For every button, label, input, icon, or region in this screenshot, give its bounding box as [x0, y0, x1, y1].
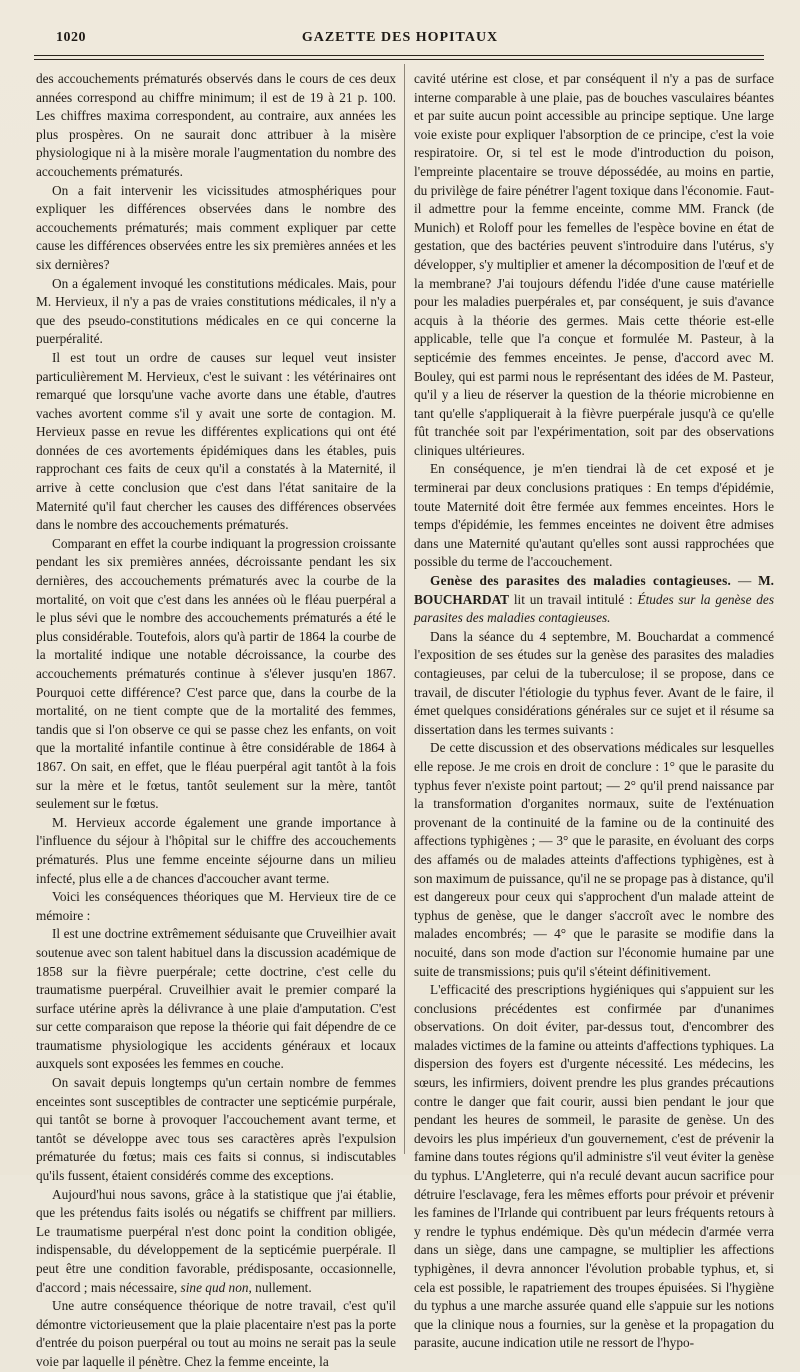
section-heading: Genèse des parasites des maladies contagieuses.: [430, 573, 732, 589]
section-author: M. BOUCHARDAT: [414, 573, 774, 607]
section-paragraph: [414, 572, 774, 628]
paragraph: des accouchements prématurés observés dans le cours de ces deux années correspond au chiffre minimum; il est de 19 à 21 p. 100. Les chiffres maxima correspondent, au contraire, aux années les plus prospères. On ne saurait donc attribuer à la misère physiologique ni à la misère morale l'augmentation du nombre des accouchements prématurés.: [36, 71, 396, 179]
paragraph: cavité utérine est close, et par conséquent il n'y a pas de surface interne comparable à une plaie, pas de bouches vasculaires béantes et par suite aucun point accessible au principe septique. Une large voie existe pour expliquer l'absorption de ce principe, c'est la voie respiratoire. Or, si tel est le mode d'introduction du poison, l'empreinte placentaire se trouve dépossédée, au moins en partie, du privilège de faire pénétrer l'agent toxique dans l'économie. Faut-il admettre pour la femme enceinte, comme MM. Franck (de Munich) et Roloff pour les femelles de l'espèce bovine en état de gestation, que des bactéries peuvent s'introduire dans l'utérus, s'y développer, s'y multiplier et amener la décomposition de l'œuf et de la membrane? J'ai toujours défendu l'idée d'une cause matérielle pour les maladies puerpérales et, par conséquent, je suis d'avance acquis à la théorie des germes. Mais cette théorie est-elle applicable, telle que l'a conçue et formulée M. Pasteur, à la septicémie des femmes enceintes. Je pense, d'accord avec M. Bouley, qui est parmi nous le représentant des idées de M. Pasteur, qu'il y a lieu de réserver la question de la théorie microbienne en tant qu'elle s'appliquerait à la fièvre puerpérale jusqu'à ce qu'elle fût tranchée soit par l'expérimentation, soit par des observations cliniques ultérieures.: [414, 71, 774, 458]
section-intro: lit un travail intitulé :: [509, 591, 638, 607]
latin-phrase: sine qud non: [180, 1279, 249, 1295]
paragraph: On a également invoqué les constitutions médicales. Mais, pour M. Hervieux, il n'y a pas de vraies constitutions médicales, il n'y a que des pseudo-constitutions médicales en ce qui concerne la puerpéralité.: [36, 275, 396, 347]
paragraph-text: , nullement.: [248, 1279, 312, 1295]
paragraph: L'efficacité des prescriptions hygiéniques qui s'appuient sur les conclusions précédentes est confirmée par d'unanimes observations. On doit éviter, par-dessus tout, d'encombrer des malades victimes de la famine ou atteints d'affections typhiques. La dispersion des foyers est d'urgente nécessité. Les médecins, les sœurs, les infirmiers, doivent prendre les plus grandes précautions contre le danger que fait courir, aussi bien pendant le jour que pendant les heures de sommeil, le parasite de genèse. Un des devoirs les plus impérieux d'un gouvernement, c'est de prévenir la famine dans toutes régions qu'il administre s'il veut éviter la genèse du typhus. L'Angleterre, qui n'a reculé devant aucun sacrifice pour détruire l'esclavage, fera les mêmes efforts pour prévoir et prévenir les famines de l'Irlande qui contribuent par leurs fréquents retours à y rendre le typhus endémique. Dès qu'un médecin d'armée verra dans un siège, dans une campagne, se multiplier les affections typhigènes, il devra annoncer l'évolution probable typhus, et, si cela est possible, le rapatriement des troupes épuisées. Si l'hygiène du typhus a une marche assurée quand elle s'appuie sur les notions que la clinique nous a fournies, sur la genèse et la propagation du parasite, aucune indication utile ne ressort de l'hypo-: [414, 982, 774, 1351]
running-title: GAZETTE DES HOPITAUX: [301, 30, 499, 45]
paragraph: Il est tout un ordre de causes sur lequel veut insister particulièrement M. Hervieux, c'est le suivant : les vétérinaires ont remarqué que lorsqu'une vache avorte dans une étable, d'autres vaches avortent comme s'il y avait une sorte de contagion. M. Hervieux passe en revue les différentes explications qui ont été données de ces avortements épidémiques dans les étables, puis rapprochant ces faits de ceux qu'il a constatés à la Maternité, il arrive à cette conclusion que c'est dans l'état sanitaire de la Maternité qu'il faut chercher les causes des différences observées dans le nombre des accouchements prématurés.: [36, 349, 396, 533]
paragraph: Comparant en effet la courbe indiquant la progression croissante pendant les six premières années, décroissante pendant les six dernières, des accouchements prématurés avec la courbe de la mortalité, on voit que c'est dans les années où le fléau puerpéral a le plus sévi que le nombre des accouchements prématurés a été le plus considérable. Toutefois, alors qu'à partir de 1864 la courbe de la mortalité indique une notable décroissance, la courbe des accouchements prématurés continue à s'élever jusqu'en 1867. Pourquoi cette différence? C'est parce que, dans la courbe de la mortalité, on ne tient compte que de la mortalité des femmes, tandis que si l'on observe ce qui se passe chez les enfants, on voit que la mortalité infantile continue à être considérable de 1864 à 1867. On sait, en effet, que le fléau puerpéral agit tantôt à la fois sur la mère et le fœtus, tantôt seulement sur la mère, tantôt seulement sur le fœtus.: [36, 535, 396, 812]
paragraph: Voici les conséquences théoriques que M. Hervieux tire de ce mémoire :: [36, 889, 396, 923]
paragraph: M. Hervieux accorde également une grande importance à l'influence du séjour à l'hôpital sur le chiffre des accouchements prématurés. Plus une femme enceinte séjourne dans un milieu infecté, plus elle a de chances d'accoucher avant terme.: [36, 814, 396, 886]
paragraph: Il est une doctrine extrêmement séduisante que Cruveilhier avait soutenue avec son talent habituel dans la discussion académique de 1858 sur la fièvre puerpérale; cette doctrine, c'est celle du traumatisme puerpéral. Cruveilhier avait le premier comparé la surface utérine après la délivrance à une plaie d'amputation. C'est sur cette comparaison que repose la théorie qui fait dépendre de ce traumatisme physiologique les accidents généraux et locaux auxquels sont exposées les femmes en couche.: [36, 926, 396, 1072]
paragraph: On a fait intervenir les vicissitudes atmosphériques pour expliquer les différences observées dans le nombre des accouchements prématurés; mais comment expliquer par cette cause les différences observées entre les six premières années et les six dernières?: [36, 182, 396, 272]
work-title: Études sur la genèse des parasites des maladies contagieuses.: [414, 591, 775, 626]
left-column: [36, 70, 396, 1369]
section-dash: —: [731, 573, 759, 589]
column-divider: [404, 64, 405, 1154]
paragraph: De cette discussion et des observations médicales sur lesquelles elle repose. Je me crois en droit de conclure : 1° que le parasite du typhus fever n'existe point partout; — 2° qu'il prend naissance par la transformation d'organites normaux, suite de l'exténuation provenant de la continuité de la famine ou de la continuité des affections typhigènes ; — 3° que le parasite, en évoluant des corps des affamés ou de malades atteints d'affections typhigènes, est à son maximum de puissance, qu'il ne se propage pas à distance, qu'il est dangereux pour ceux qui s'approchent d'un malade atteint de typhus de genèse, que le danger s'accroît avec le nombre des malades encombrés; — 4° que le parasite se modifie dans la nocuité, dans son mode d'action sur l'économie humaine par une suite de transmissions; puis qu'il s'éteint définitivement.: [414, 740, 774, 979]
header-rule: [34, 55, 764, 60]
right-column: [414, 70, 775, 1351]
paragraph-text: Aujourd'hui nous savons, grâce à la statistique que j'ai établie, que les prétendus faits isolés ou négatifs se chiffrent par milliers. Le traumatisme puerpéral n'est donc point la condition obligée, indispensable, du développement de la septicémie puerpérale. Il peut être une condition favorable, prédisposante, occasionnelle, d'accord ; mais nécessaire,: [36, 1186, 396, 1295]
paragraph: [36, 1186, 396, 1298]
paragraph: Une autre conséquence théorique de notre travail, c'est qu'il démontre victorieusement que la plaie placentaire n'est pas la porte d'entrée du poison puerpéral ou tout au moins ne serait pas la seule voie par laquelle il pénètre. Chez la femme enceinte, la: [36, 1298, 396, 1369]
page-header: [20, 30, 780, 52]
paragraph: En conséquence, je m'en tiendrai là de cet exposé et je terminerai par deux conclusions pratiques : En temps d'épidémie, toute Maternité doit être fermée aux femmes enceintes. Hors le temps d'épidémie, les femmes enceintes ne doivent être admises dans une Maternité qu'autant qu'elles sont aussi rapprochées que possible du terme de l'accouchement.: [414, 461, 774, 570]
paragraph: Dans la séance du 4 septembre, M. Bouchardat a commencé l'exposition de ses études sur la genèse des parasites des maladies contagieuses, par celui de la tuberculose; il se propose, dans ce travail, de discuter l'étiologie du typhus fever. Avant de le faire, il émet quelques considérations générales sur ce sujet et il résume sa dissertation dans les termes suivants :: [414, 628, 774, 737]
paragraph: On savait depuis longtemps qu'un certain nombre de femmes enceintes sont susceptibles de contracter une septicémie purpérale, qui tantôt se borne à provoquer l'accouchement avant terme, et tantôt se développe avec tous ses caractères après l'expulsion prématurée du fœtus; mais ces faits si connus, si indiscutables qu'ils fussent, étaient considérés comme des exceptions.: [36, 1075, 396, 1184]
page-number: 1020: [56, 30, 86, 45]
